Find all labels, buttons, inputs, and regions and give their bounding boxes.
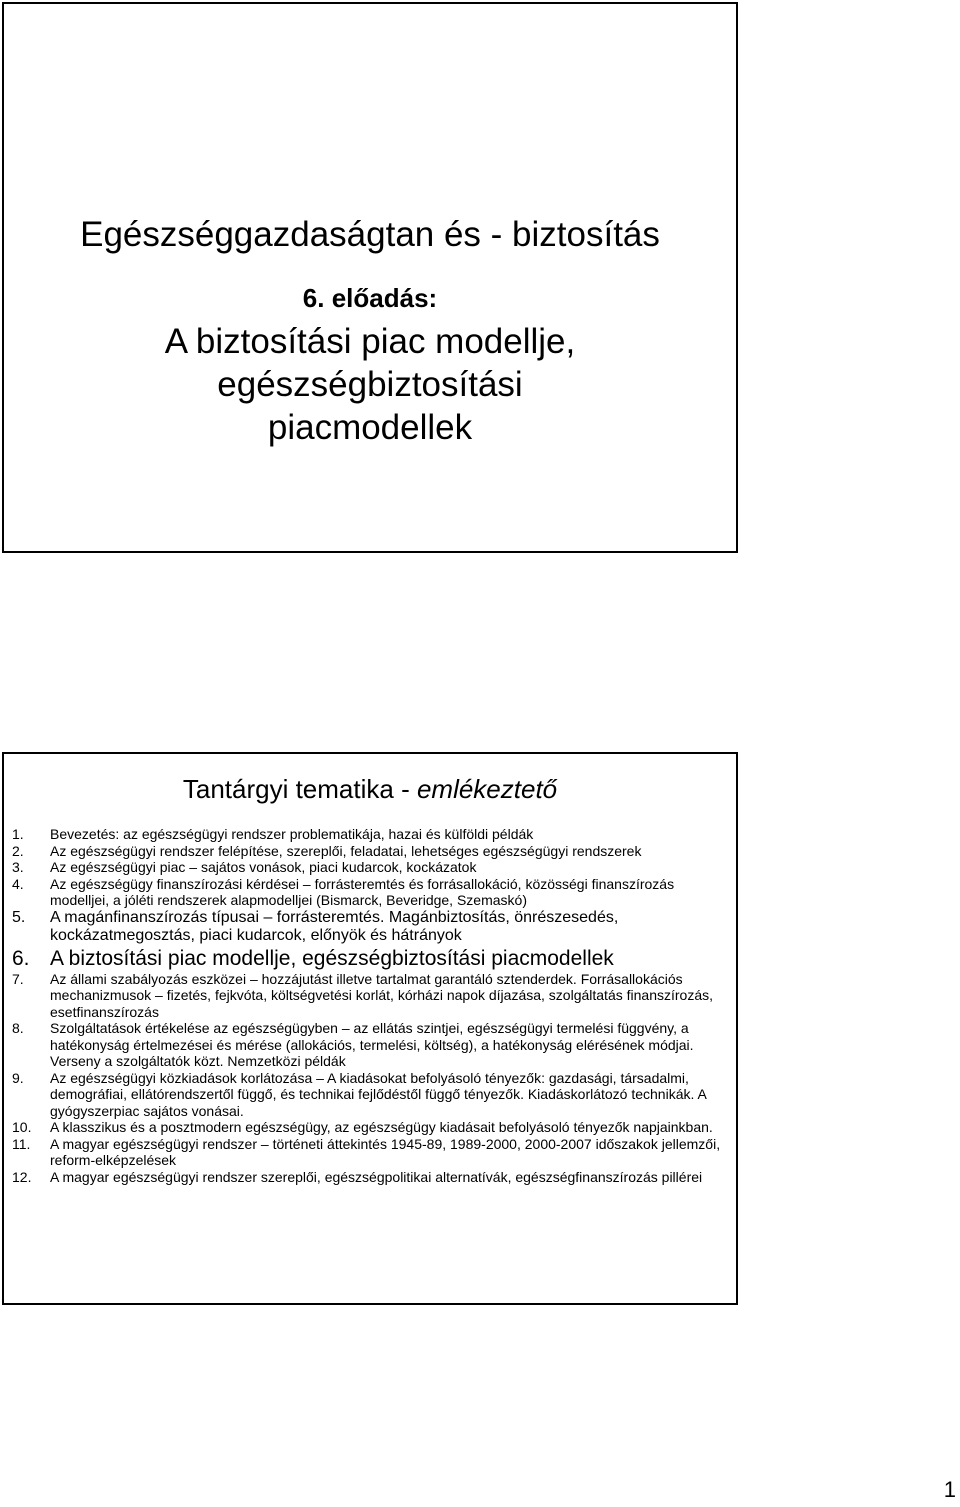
item-number: 4. xyxy=(12,875,24,892)
list-item xyxy=(12,909,732,946)
syllabus-title-italic: emlékeztető xyxy=(416,774,558,804)
item-number: 11. xyxy=(12,1135,31,1152)
item-text: Az egészségügyi közkiadások korlátozása – A kiadásokat befolyásoló tényezők: gazdasági, társadalmi, demográfiai, ellátórendszertől függő, és technikai fejlődéstől függő tényezők. Kiadáskorlátozó technikák. A gyógyszerpiac sajátos vonásai. xyxy=(50,1069,707,1119)
lecture-title-line: A biztosítási piac modellje, xyxy=(164,322,576,361)
item-number: 10. xyxy=(12,1119,32,1135)
course-title: Egészséggazdaságtan és - biztosítás xyxy=(80,215,660,254)
item-text: A klasszikus és a posztmodern egészségügy, az egészségügy kiadásait befolyásoló tényezők napjainkban. xyxy=(50,1119,713,1135)
item-text: Az egészségügy finanszírozási kérdései – forrásteremtés és forrásallokáció, közösségi finanszírozás modelljei, a jóléti rendszerek alapmodelljei (Bismarck, Beveridge, Szemaskó) xyxy=(50,875,675,908)
list-item xyxy=(12,1020,732,1070)
syllabus-list xyxy=(12,826,732,1185)
lecture-number: 6. előadás: xyxy=(302,283,438,313)
item-number: 12. xyxy=(12,1168,32,1185)
list-item-current xyxy=(12,946,732,971)
lecture-title-line: egészségbiztosítási xyxy=(217,365,523,404)
item-number: 9. xyxy=(12,1069,24,1086)
lecture-title xyxy=(4,320,736,449)
list-item xyxy=(12,843,732,860)
item-number: 1. xyxy=(12,826,24,842)
item-number: 6. xyxy=(12,946,30,970)
item-text: Az állami szabályozás eszközei – hozzájutást illetve tartalmat garantáló sztenderdek. Forrásallokációs mechanizmusok – fizetés, fejkvóta, költségvetési korlát, kórházi napok díjazása, szolgáltatás finanszírozás, esetfinanszírozás xyxy=(50,970,713,1020)
list-item xyxy=(12,1070,732,1120)
list-item xyxy=(12,1169,732,1186)
item-text: Bevezetés: az egészségügyi rendszer problematikája, hazai és külföldi példák xyxy=(50,826,534,842)
item-number: 8. xyxy=(12,1020,24,1036)
item-number: 5. xyxy=(12,908,26,926)
page-number: 1 xyxy=(943,1477,956,1502)
syllabus-title xyxy=(4,772,736,806)
list-item xyxy=(12,859,732,876)
syllabus-title-plain: Tantárgyi tematika - xyxy=(182,774,417,804)
item-text: A biztosítási piac modellje, egészségbiztosítási piacmodellek xyxy=(50,946,614,970)
item-text: A magánfinanszírozás típusai – forrásteremtés. Magánbiztosítás, önrészesedés, kockázatmegosztás, piaci kudarcok, előnyök és hátrányok xyxy=(50,908,619,944)
lecture-title-line: piacmodellek xyxy=(267,408,473,447)
item-number: 2. xyxy=(12,842,24,859)
list-item xyxy=(12,971,732,1021)
item-text: Szolgáltatások értékelése az egészségügyben – az ellátás szintjei, egészségügyi termelési függvény, a hatékonyság értelmezései és mérése (allokációs, termelési, költség), a hatékonyság elérésének módjai. Verseny a szolgáltatók közt. Nemzetközi példák xyxy=(50,1020,694,1069)
slide-title xyxy=(2,2,738,553)
item-number: 3. xyxy=(12,859,24,875)
list-item xyxy=(12,1119,732,1136)
item-text: Az egészségügyi rendszer felépítése, szereplői, feladatai, lehetséges egészségügyi rendszerek xyxy=(50,842,642,859)
slide-syllabus xyxy=(2,752,738,1305)
list-item xyxy=(12,876,732,909)
item-text: A magyar egészségügyi rendszer szereplői, egészségpolitikai alternatívák, egészségfinanszírozás pillérei xyxy=(50,1168,703,1185)
item-number: 7. xyxy=(12,970,24,987)
item-text: A magyar egészségügyi rendszer – történeti áttekintés 1945-89, 1989-2000, 2000-2007 időszakok jellemzői, reform-elképzelések xyxy=(50,1135,721,1168)
list-item xyxy=(12,1136,732,1169)
item-text: Az egészségügyi piac – sajátos vonások, piaci kudarcok, kockázatok xyxy=(50,859,477,875)
list-item xyxy=(12,826,732,843)
